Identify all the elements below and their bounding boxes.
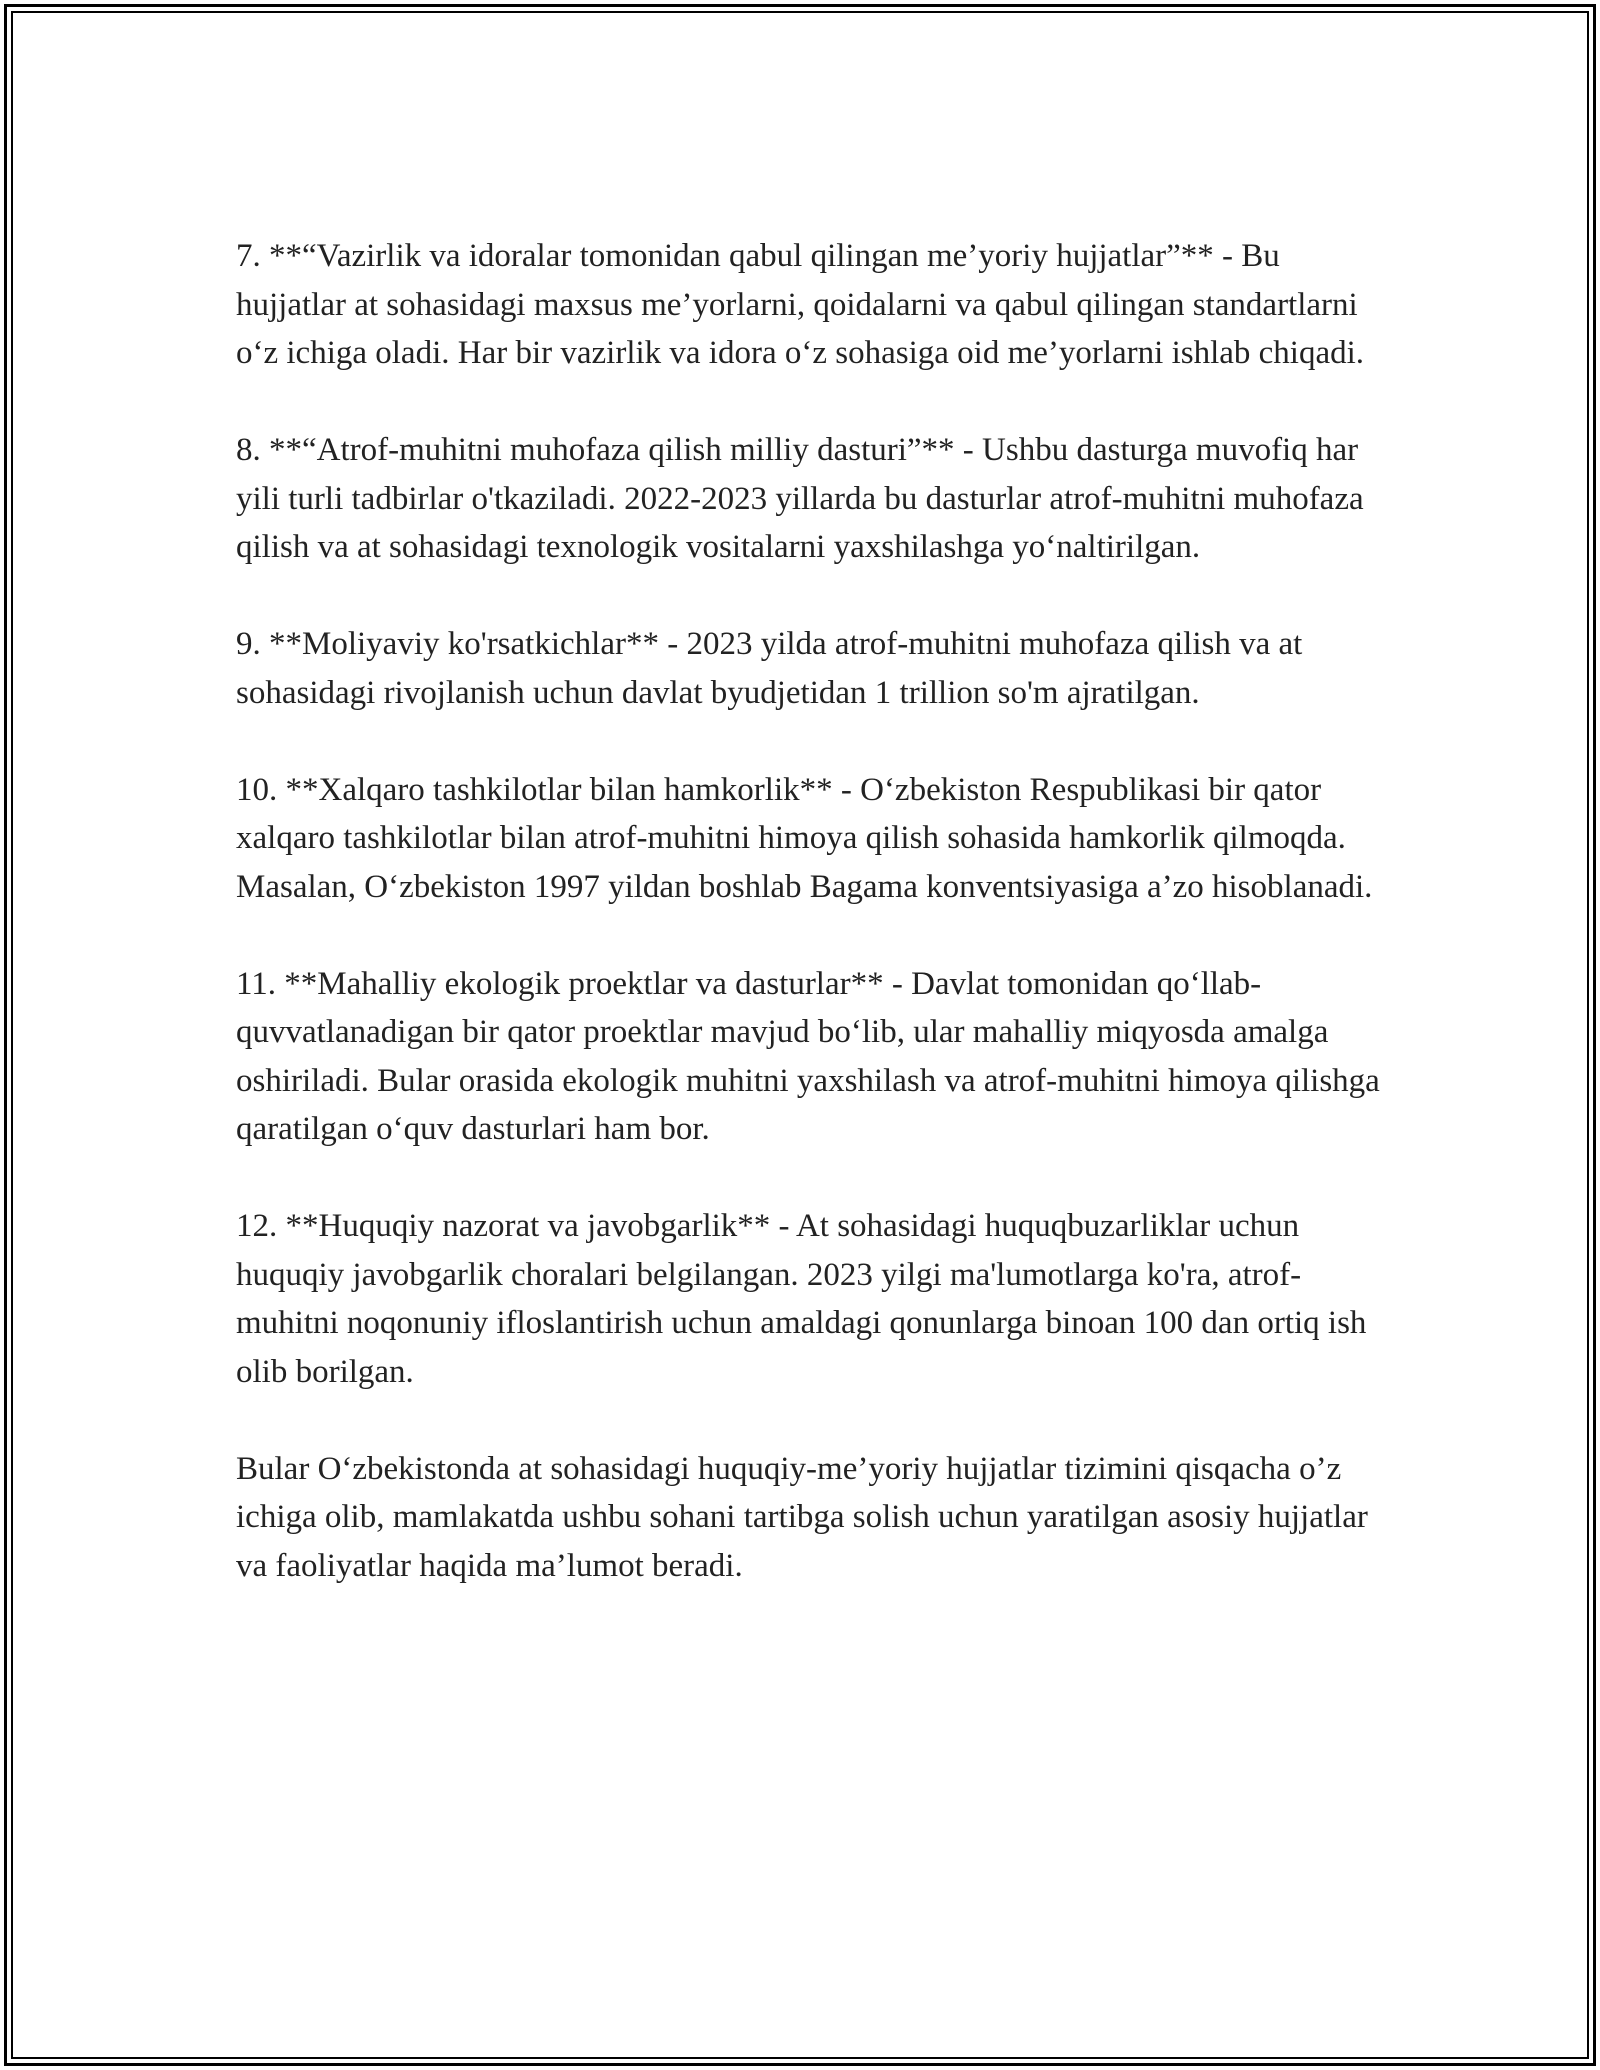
paragraph-item-12: 12. **Huquqiy nazorat va javobgarlik** - At sohasidagi huquqbuzarliklar uchun huquqiy javobgarlik choralari belgilangan. 2023 yilgi ma'lumotlarga ko'ra, atrof-muhitni noqonuniy ifloslantirish uchun amaldagi qonunlarga binoan 100 dan ortiq ish olib borilgan. — [236, 1208, 1367, 1390]
document-body — [236, 232, 1396, 1590]
paragraph-item-11: 11. **Mahalliy ekologik proektlar va dasturlar** - Davlat tomonidan qo‘llab-quvvatlanadigan bir qator proektlar mavjud bo‘lib, ular mahalliy miqyosda amalga oshiriladi. Bular orasida ekologik muhitni yaxshilash va atrof-muhitni himoya qilishga qaratilgan o‘quv dasturlari ham bor. — [236, 965, 1380, 1147]
paragraph-item-7: 7. **“Vazirlik va idoralar tomonidan qabul qilingan me’yoriy hujjatlar”** - Bu hujjatlar at sohasidagi maxsus me’yorlarni, qoidalarni va qabul qilingan standartlarni o‘z ichiga oladi. Har bir vazirlik va idora o‘z sohasiga oid me’yorlarni ishlab chiqadi. — [236, 238, 1365, 371]
paragraph-item-9: 9. **Moliyaviy ko'rsatkichlar** - 2023 yilda atrof-muhitni muhofaza qilish va at sohasidagi rivojlanish uchun davlat byudjetidan 1 trillion so'm ajratilgan. — [236, 626, 1303, 711]
paragraph-item-8: 8. **“Atrof-muhitni muhofaza qilish milliy dasturi”** - Ushbu dasturga muvofiq har yili turli tadbirlar o'tkaziladi. 2022-2023 yillarda bu dasturlar atrof-muhitni muhofaza qilish va at sohasidagi texnologik vositalarni yaxshilashga yo‘naltirilgan. — [236, 432, 1364, 565]
paragraph-item-10: 10. **Xalqaro tashkilotlar bilan hamkorlik** - O‘zbekiston Respublikasi bir qator xalqaro tashkilotlar bilan atrof-muhitni himoya qilish sohasida hamkorlik qilmoqda. Masalan, O‘zbekiston 1997 yildan boshlab Bagama konventsiyasiga a’zo hisoblanadi. — [236, 771, 1373, 905]
conclusion-paragraph: Bular O‘zbekistonda at sohasidagi huquqiy-me’yoriy hujjatlar tizimini qisqacha o’z ichiga olib, mamlakatda ushbu sohani tartibga solish uchun yaratilgan asosiy hujjatlar va faoliyatlar haqida ma’lumot beradi. — [236, 1450, 1368, 1584]
